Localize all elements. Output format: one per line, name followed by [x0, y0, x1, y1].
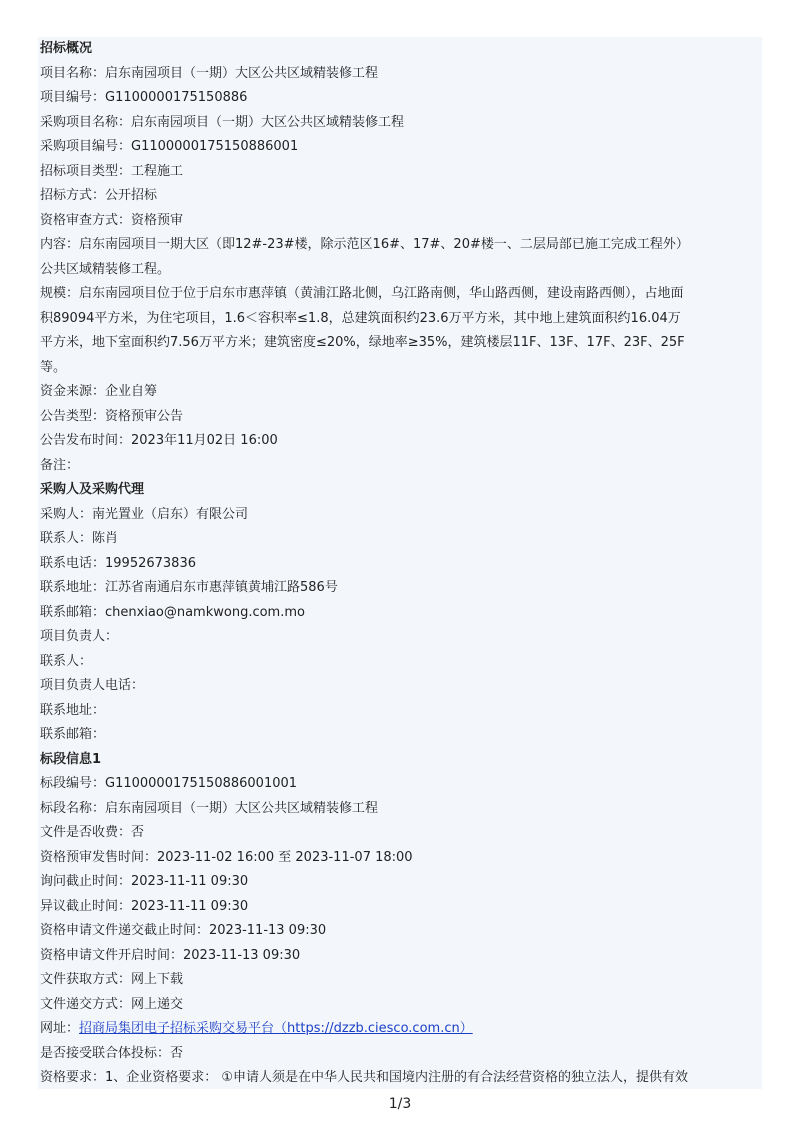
lot-name: 标段名称：启东南园项目（一期）大区公共区域精装修工程: [40, 800, 379, 816]
project-type: 招标项目类型：工程施工: [40, 163, 184, 179]
sale-time: 资格预审发售时间：2023-11-02 16:00 至 2023-11-07 18:00: [40, 849, 413, 865]
notice-type: 公告类型：资格预审公告: [40, 408, 184, 424]
pm-phone: 项目负责人电话：: [40, 678, 145, 693]
pm-contact: 联系人：: [40, 653, 93, 669]
project-scale-line: 等。: [40, 359, 67, 375]
pm-email: 联系邮箱：: [40, 727, 106, 742]
purchaser-phone: 联系电话：19952673836: [40, 555, 196, 571]
project-name: 项目名称：启东南园项目（一期）大区公共区域精装修工程: [40, 65, 379, 81]
objection-deadline: 异议截止时间：2023-11-11 09:30: [40, 898, 249, 914]
purchase-project-name: 采购项目名称：启东南园项目（一期）大区公共区域精装修工程: [40, 114, 405, 130]
open-time: 资格申请文件开启时间：2023-11-13 09:30: [40, 947, 301, 963]
project-content: [38, 233, 762, 282]
submit-method: 文件递交方式：网上递交: [40, 996, 184, 1012]
project-scale-line: 平方米，地下室面积约7.56万平方米；建筑密度≤20%，绿地率≥35%，建筑楼层11F、13F、17F、23F、25F: [40, 335, 685, 350]
project-scale-line: 规模：启东南园项目位于位于启东市惠萍镇（黄浦江路北侧，乌江路南侧，华山路西侧，建设南路西侧），占地面: [40, 286, 684, 301]
purchaser-email: 联系邮箱：chenxiao@namkwong.com.mo: [40, 604, 305, 620]
purchaser-contact: 联系人：陈肖: [40, 531, 119, 546]
qualification-method: 资格审查方式：资格预审: [40, 212, 184, 228]
project-content-line: 内容：启东南园项目一期大区（即12#-23#楼，除示范区16#、17#、20#楼一、二层局部已施工完成工程外）: [40, 237, 689, 252]
project-scale-line: 积89094平方米，为住宅项目，1.6＜容积率≤1.8，总建筑面积约23.6万平方米，其中地上建筑面积约16.04万: [40, 310, 681, 326]
project-number: 项目编号：G1100000175150886: [40, 90, 248, 105]
remark: 备注：: [40, 457, 80, 473]
fund-source: 资金来源：企业自筹: [40, 384, 158, 399]
page-number: 1/3: [388, 1096, 412, 1112]
website-link[interactable]: 招商局集团电子招标采购交易平台（https://dzzb.ciesco.com.cn）: [79, 1021, 473, 1036]
pm-address: 联系地址：: [40, 702, 106, 718]
submit-deadline: 资格申请文件递交截止时间：2023-11-13 09:30: [40, 923, 327, 938]
inquiry-deadline: 询问截止时间：2023-11-11 09:30: [40, 874, 249, 889]
purchase-project-number: 采购项目编号：G1100000175150886001: [40, 139, 299, 154]
website-label: 网址：: [40, 1021, 80, 1036]
project-manager: 项目负责人：: [40, 629, 119, 644]
tender-method: 招标方式：公开招标: [40, 188, 158, 203]
website-row: [38, 1017, 762, 1042]
section-heading-lot: 标段信息1: [40, 751, 102, 767]
lot-number: 标段编号：G1100000175150886001001: [40, 776, 298, 791]
obtain-method: 文件获取方式：网上下载: [40, 972, 184, 987]
consortium-accepted: 是否接受联合体投标：否: [40, 1045, 184, 1061]
document-fee: 文件是否收费：否: [40, 825, 145, 840]
publish-time: 公告发布时间：2023年11月02日 16:00: [40, 433, 278, 448]
section-heading-overview: 招标概况: [40, 41, 93, 56]
document-body: [38, 37, 762, 1089]
qualification-requirement: 资格要求：1、企业资格要求： ①申请人须是在中华人民共和国境内注册的有合法经营资格的独立法人，提供有效: [40, 1070, 689, 1085]
project-content-line: 公共区域精装修工程。: [40, 261, 171, 277]
section-heading-purchaser: 采购人及采购代理: [40, 482, 145, 497]
purchaser-address: 联系地址：江苏省南通启东市惠萍镇黄埔江路586号: [40, 580, 338, 595]
purchaser-name: 采购人：南光置业（启东）有限公司: [40, 506, 249, 522]
project-scale: [38, 282, 762, 380]
